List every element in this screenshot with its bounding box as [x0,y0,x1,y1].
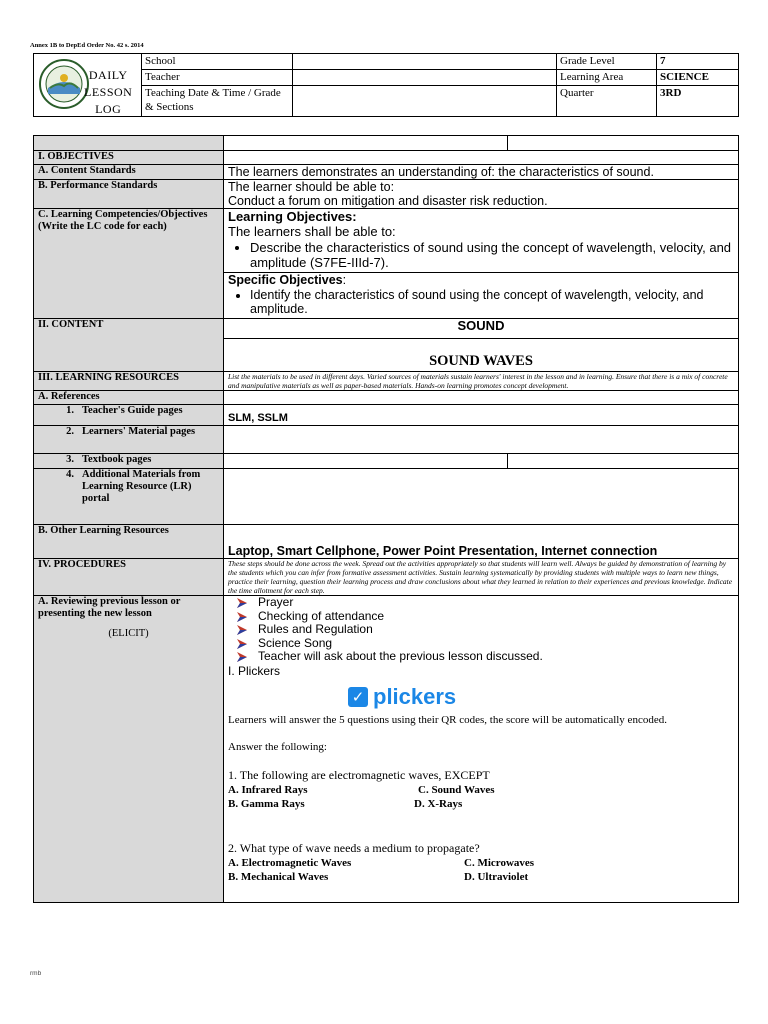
q1-option-d: D. X-Rays [414,797,463,810]
additional-materials-value [224,469,739,525]
learning-objective-item: • Describe the characteristics of sound using the concept of wavelength, velocity, and amplitude (S7FE-IIId-7). [250,240,734,270]
arrow-bullet-icon [236,611,248,623]
am-num: 4. [66,469,74,480]
reviewing-lesson-label [34,596,224,903]
performance-line-1: The learner should be able to: [228,180,395,194]
opening-activity-item [258,610,734,624]
lesson-log-table [33,135,739,903]
plickers-check-icon: ✓ [348,687,368,707]
other-resources-value: Laptop, Smart Cellphone, Power Point Presentation, Internet connection [224,525,739,559]
footer-initials: rmb [30,970,42,977]
grade-level-label: Grade Level [557,54,657,70]
question-2 [228,841,734,856]
plickers-heading: I. Plickers [228,663,281,678]
objectives-label: I. OBJECTIVES [34,151,224,165]
objectives-blank [224,151,739,165]
title-line-1: DAILY [88,68,128,82]
title-line-2: LESSON [84,85,133,99]
learning-objectives-heading: Learning Objectives: [228,209,357,224]
daily-lesson-log-title [84,67,132,118]
specific-objective-item: • Identify the characteristics of sound using the concept of wavelength, velocity, and amplitude. [250,288,734,316]
question-1-text: . The following are electromagnetic waves, EXCEPT [234,767,490,782]
opening-activity-text: Science Song [258,635,333,650]
question-2-text: . What type of wave needs a medium to propagate? [234,840,480,855]
tg-num: 1. [66,405,74,416]
q2-option-c: C. Microwaves [464,856,535,869]
content-standards-label: A. Content Standards [34,165,224,180]
q2-option-a: A. Electromagnetic Waves [228,856,352,869]
textbook-label [34,454,224,469]
quarter-label: Quarter [557,86,657,117]
teaching-date-label: Teaching Date & Time / Grade & Sections [142,86,293,117]
learning-objectives-intro: The learners shall be able to: [228,224,396,239]
tg-label: Teacher's Guide pages [82,405,183,416]
elicit-label: (ELICIT) [108,628,149,639]
competencies-label [34,209,224,319]
opening-activity-text: Rules and Regulation [258,622,373,636]
opening-activity-item [258,623,734,637]
opening-activity-text: Teacher will ask about the previous lesson discussed. [258,649,543,663]
title-line-3: LOG [95,102,122,116]
q2-option-b: B. Mechanical Waves [228,870,329,883]
blank-cell-2 [508,136,739,151]
q1-option-c: C. Sound Waves [418,783,495,796]
arrow-bullet-icon [236,651,248,663]
learners-material-value [224,426,739,454]
specific-objectives-colon: : [342,273,347,287]
opening-activity-text: Prayer [258,595,294,609]
learning-resources-note: List the materials to be used in different days. Varied sources of materials sustain learners' interest in the lesson and in learning. Ensure that there is a mix of concrete and manipulative materials as well as paper-based materials. Hands-on learning promotes concept development. [224,372,739,391]
opening-activity-item [258,637,734,651]
question-1-row-2 [228,797,734,811]
q2-option-d: D. Ultraviolet [464,870,529,883]
school-label: School [142,54,293,70]
arrow-bullet-icon [236,624,248,636]
q1-option-a: A. Infrared Rays [228,783,308,796]
specific-objectives-heading: Specific Objectives [228,273,343,287]
blank-label-cell [34,136,224,151]
question-1 [228,768,734,783]
specific-objectives-list [228,288,734,316]
question-2-num: 2 [228,840,234,855]
lm-label: Learners' Material pages [82,426,196,437]
grade-level-value: 7 [657,54,739,70]
content-label: II. CONTENT [34,319,224,372]
blank-cell-1 [224,136,508,151]
learning-objectives-list [228,240,734,270]
tb-num: 3. [66,454,74,465]
plickers-note: Learners will answer the 5 questions using their QR codes, the score will be automatically encoded. [228,713,667,726]
header-logo-cell [34,54,142,117]
answer-following: Answer the following: [228,740,327,753]
competencies-label-text: C. Learning Competencies/Objectives [38,209,208,220]
content-standards-value: The learners demonstrates an understanding of: the characteristics of sound. [224,165,739,180]
references-label: A. References [34,391,224,405]
content-topic: SOUND [224,319,739,339]
question-1-num: 1 [228,767,234,782]
school-value [293,54,557,70]
teaching-date-value [293,86,557,117]
procedures-note: These steps should be done across the week. Spread out the activities appropriately so that students will learn well. Always be guided by demonstration of learning by the students which you can infer from formative assessment activities. Sustain learning systematically by providing students with multiple ways to learn new things, practice their learning, question their learning process and draw conclusions about what they learned in relation to their experiences and previous knowledge. Indicate the time allotment for each step. [224,559,739,596]
opening-activities-list [228,596,734,664]
header-table [33,53,739,117]
performance-standards-value [224,180,739,209]
content-subtopic: SOUND WAVES [224,339,739,372]
lm-num: 2. [66,426,74,437]
competencies-sub-text: (Write the LC code for each) [38,221,167,232]
opening-activity-item [258,596,734,610]
annex-reference: Annex 1B to DepEd Order No. 42 s. 2014 [30,42,144,49]
tb-label: Textbook pages [82,454,152,465]
learning-area-value: SCIENCE [657,70,739,86]
question-2-row-1 [228,856,734,870]
reviewing-lesson-content [224,596,739,903]
deped-seal-icon [38,58,90,110]
specific-objectives-cell [224,273,739,319]
teachers-guide-value: SLM, SSLM [224,405,739,426]
plickers-wordmark: plickers [373,683,457,709]
arrow-bullet-icon [236,597,248,609]
procedures-label: IV. PROCEDURES [34,559,224,596]
additional-materials-label [34,469,224,525]
performance-standards-label: B. Performance Standards [34,180,224,209]
teacher-label: Teacher [142,70,293,86]
opening-activity-text: Checking of attendance [258,608,385,623]
textbook-value-2 [508,454,739,469]
other-resources-label: B. Other Learning Resources [34,525,224,559]
performance-line-2: Conduct a forum on mitigation and disaster risk reduction. [228,194,548,208]
teachers-guide-label [34,405,224,426]
learners-material-label [34,426,224,454]
reviewing-lesson-text: A. Reviewing previous lesson or presenting the new lesson [38,596,181,619]
q1-option-b: B. Gamma Rays [228,797,305,810]
arrow-bullet-icon [236,638,248,650]
references-blank [224,391,739,405]
textbook-value-1 [224,454,508,469]
plickers-logo [348,684,734,710]
learning-area-label: Learning Area [557,70,657,86]
learning-resources-label: III. LEARNING RESOURCES [34,372,224,391]
quarter-value: 3RD [657,86,739,117]
question-1-row-1 [228,783,734,797]
learning-objectives-cell [224,209,739,273]
teacher-value [293,70,557,86]
opening-activity-item [258,650,734,664]
question-2-row-2 [228,870,734,884]
am-label: Additional Materials from Learning Resource (LR) portal [82,469,201,504]
